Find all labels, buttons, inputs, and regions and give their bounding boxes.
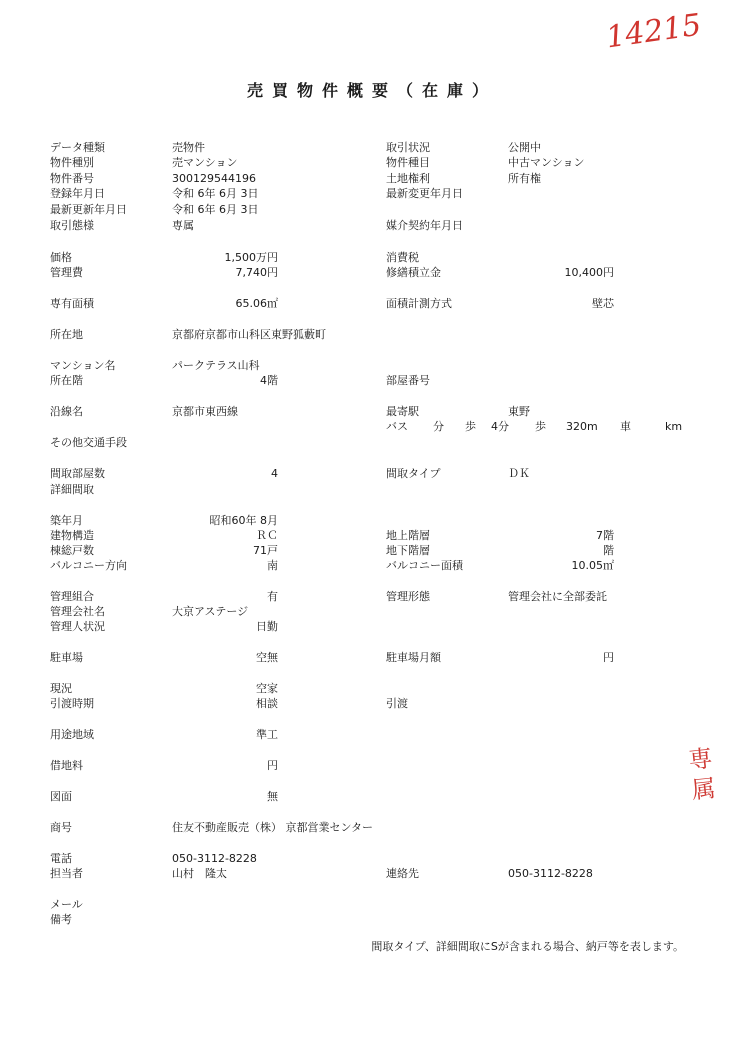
floor-label: 所在階 [50, 374, 83, 387]
access-minutes-label: 分 [433, 420, 444, 433]
built-date-label: 築年月 [50, 514, 83, 527]
layout-type-label: 間取タイプ [386, 467, 441, 480]
access-car-label: 車 [620, 420, 631, 433]
transaction-mode-label: 取引態様 [50, 219, 94, 232]
management-company-value: 大京アステージ [172, 605, 249, 618]
contact-label: 連絡先 [386, 867, 419, 880]
current-status-value: 空家 [256, 682, 278, 695]
floors-below-label: 地下階層 [386, 544, 430, 557]
floors-below-value: 階 [603, 544, 614, 557]
nearest-station-value: 東野 [508, 405, 530, 418]
exclusive-area-value: 65.06㎡ [235, 297, 278, 310]
parking-value: 空無 [256, 651, 278, 664]
handover-period-value: 相談 [256, 697, 278, 710]
layout-type-value: ＤＫ [508, 467, 530, 480]
trade-name-value: 住友不動産販売（株） 京都営業センター [172, 821, 374, 834]
person-in-charge-value: 山村 隆太 [172, 867, 227, 880]
total-units-value: 71戸 [253, 544, 278, 557]
handwritten-number: 14215 [604, 7, 704, 56]
data-type-value: 売物件 [172, 141, 205, 154]
management-association-label: 管理組合 [50, 590, 94, 603]
access-km-label: km [665, 420, 683, 433]
room-count-value: 4 [271, 467, 278, 480]
brokerage-contract-date-label: 媒介契約年月日 [386, 219, 463, 232]
trade-name-label: 商号 [50, 821, 72, 834]
floors-above-value: 7階 [596, 529, 614, 542]
management-form-value: 管理会社に全部委託 [508, 590, 607, 603]
land-rent-label: 借地料 [50, 759, 83, 772]
nearest-station-label: 最寄駅 [386, 405, 419, 418]
access-distance: 320m [566, 420, 598, 433]
property-item-value: 中古マンション [508, 156, 585, 169]
transaction-status-label: 取引状況 [386, 141, 430, 154]
remarks-label: 備考 [50, 913, 72, 926]
other-transport-label: その他交通手段 [50, 436, 127, 449]
repair-reserve-value: 10,400円 [564, 266, 614, 279]
balcony-direction-value: 南 [267, 559, 278, 572]
access-walk-label-2: 歩 [535, 420, 546, 433]
floor-plan-label: 図面 [50, 790, 72, 803]
access-walk-time: 4分 [491, 420, 509, 433]
management-fee-value: 7,740円 [235, 266, 278, 279]
handover-label: 引渡 [386, 697, 408, 710]
access-bus-label: バス [386, 420, 408, 433]
land-rent-value: 円 [267, 759, 278, 772]
land-rights-value: 所有権 [508, 172, 541, 185]
structure-label: 建物構造 [50, 529, 94, 542]
last-update-date-label: 最新更新年月日 [50, 203, 127, 216]
built-date-value: 昭和60年 8月 [209, 514, 278, 527]
management-association-value: 有 [267, 590, 278, 603]
floor-plan-value: 無 [267, 790, 278, 803]
room-count-label: 間取部屋数 [50, 467, 105, 480]
location-label: 所在地 [50, 328, 83, 341]
parking-fee-value: 円 [603, 651, 614, 664]
railway-line-label: 沿線名 [50, 405, 83, 418]
property-type-value: 売マンション [172, 156, 238, 169]
property-number-label: 物件番号 [50, 172, 94, 185]
exclusive-stamp: 専属 [687, 744, 717, 805]
structure-value: ＲＣ [256, 529, 278, 542]
property-item-label: 物件種目 [386, 156, 430, 169]
email-label: メール [50, 898, 83, 911]
contact-value: 050-3112-8228 [508, 867, 593, 880]
area-method-label: 面積計測方式 [386, 297, 452, 310]
land-rights-label: 土地権利 [386, 172, 430, 185]
mansion-name-value: パークテラス山科 [172, 359, 260, 372]
floors-above-label: 地上階層 [386, 529, 430, 542]
management-company-label: 管理会社名 [50, 605, 105, 618]
access-walk-label: 歩 [465, 420, 476, 433]
price-label: 価格 [50, 251, 72, 264]
manager-status-label: 管理人状況 [50, 620, 105, 633]
property-number-value: 300129544196 [172, 172, 256, 185]
phone-label: 電話 [50, 852, 72, 865]
floor-value: 4階 [260, 374, 278, 387]
balcony-area-value: 10.05㎡ [571, 559, 614, 572]
exclusive-area-label: 専有面積 [50, 297, 94, 310]
footnote: 間取タイプ、詳細間取にSが含まれる場合、納戸等を表します。 [371, 940, 684, 953]
price-value: 1,500万円 [224, 251, 278, 264]
phone-value: 050-3112-8228 [172, 852, 257, 865]
layout-detail-label: 詳細間取 [50, 483, 94, 496]
zoning-label: 用途地域 [50, 728, 94, 741]
parking-fee-label: 駐車場月額 [386, 651, 441, 664]
transaction-status-value: 公開中 [508, 141, 541, 154]
data-type-label: データ種類 [50, 141, 105, 154]
total-units-label: 棟総戸数 [50, 544, 94, 557]
registration-date-label: 登録年月日 [50, 187, 105, 200]
parking-label: 駐車場 [50, 651, 83, 664]
repair-reserve-label: 修繕積立金 [386, 266, 441, 279]
consumption-tax-label: 消費税 [386, 251, 419, 264]
page-title: 売買物件概要（在庫） [246, 81, 497, 100]
balcony-area-label: バルコニー面積 [386, 559, 463, 572]
management-fee-label: 管理費 [50, 266, 83, 279]
manager-status-value: 日勤 [256, 620, 278, 633]
registration-date-value: 令和 6年 6月 3日 [172, 187, 259, 200]
mansion-name-label: マンション名 [50, 359, 116, 372]
handover-period-label: 引渡時期 [50, 697, 94, 710]
last-change-date-label: 最新変更年月日 [386, 187, 463, 200]
location-value: 京都府京都市山科区東野狐藪町 [172, 328, 326, 341]
property-type-label: 物件種別 [50, 156, 94, 169]
balcony-direction-label: バルコニー方向 [50, 559, 127, 572]
zoning-value: 準工 [256, 728, 278, 741]
area-method-value: 壁芯 [592, 297, 614, 310]
last-update-date-value: 令和 6年 6月 3日 [172, 203, 259, 216]
current-status-label: 現況 [50, 682, 72, 695]
room-number-label: 部屋番号 [386, 374, 430, 387]
person-in-charge-label: 担当者 [50, 867, 83, 880]
transaction-mode-value: 専属 [172, 219, 194, 232]
management-form-label: 管理形態 [386, 590, 430, 603]
railway-line-value: 京都市東西線 [172, 405, 238, 418]
